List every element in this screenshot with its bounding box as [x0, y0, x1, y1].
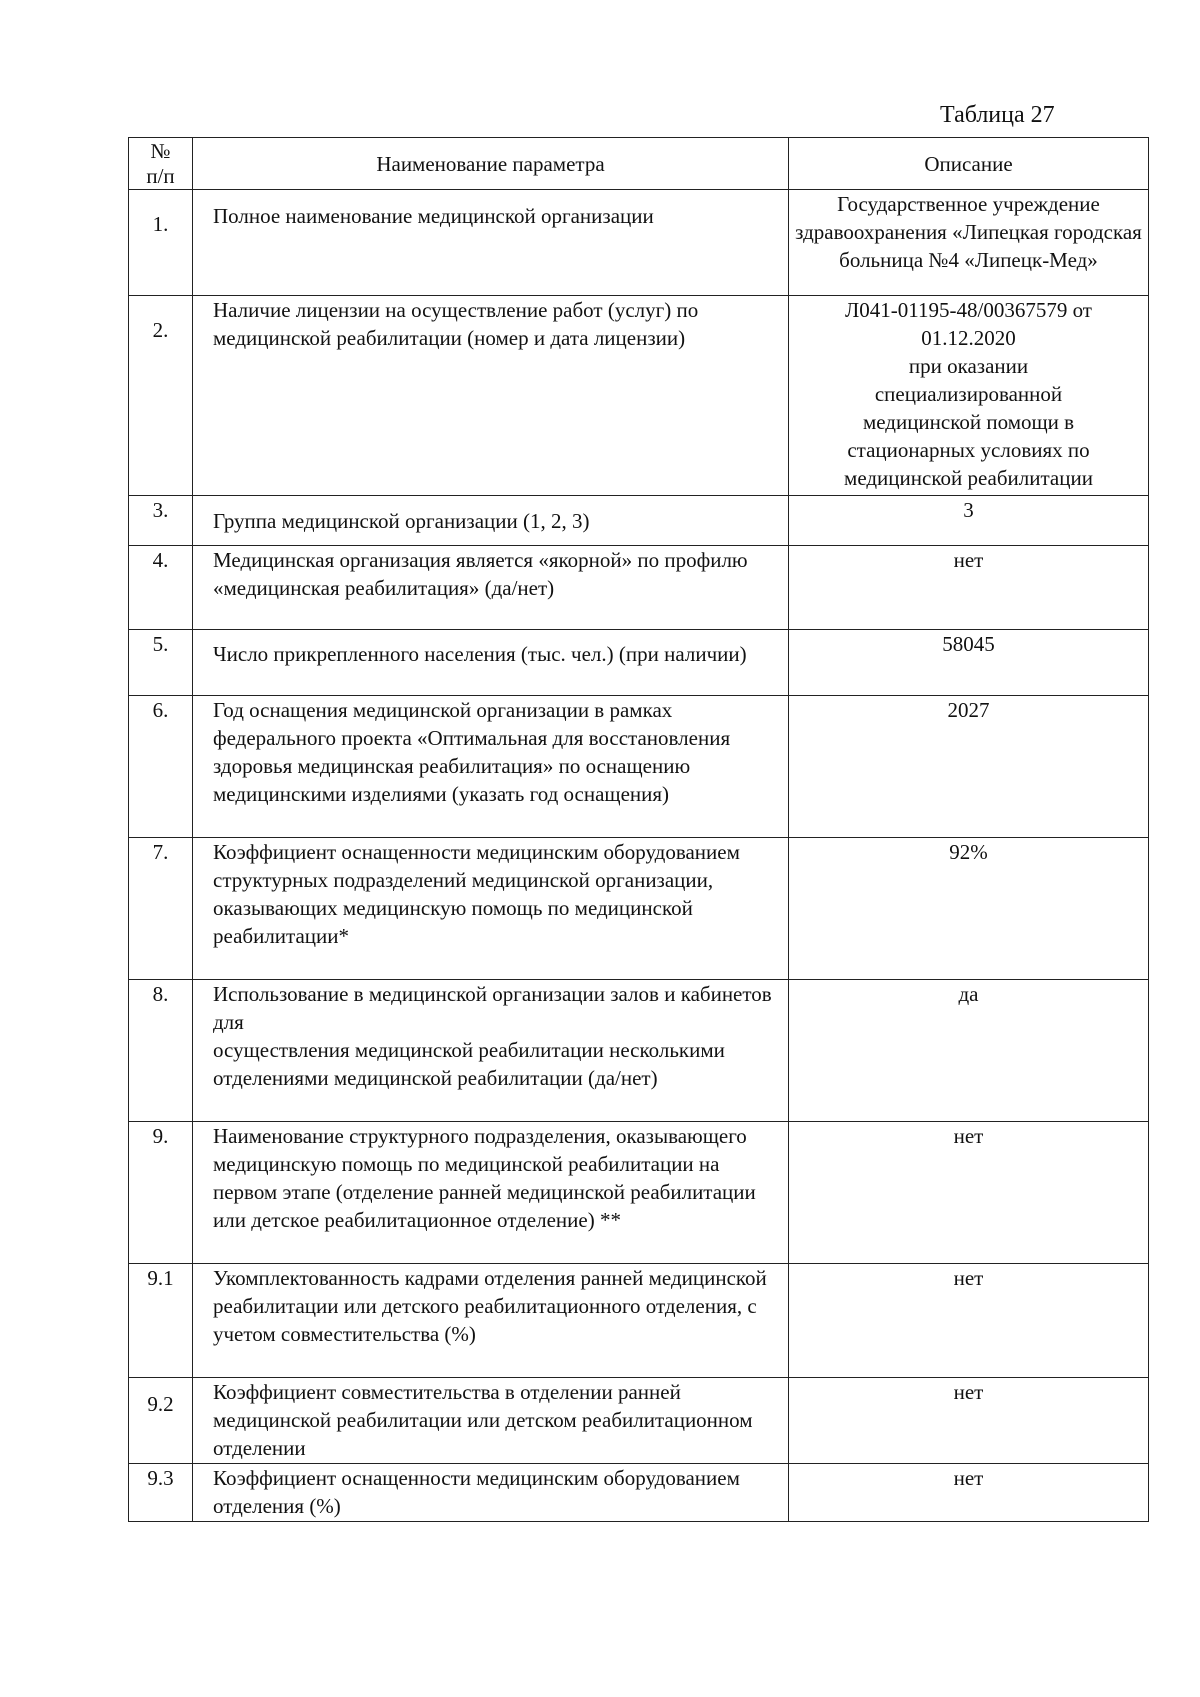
header-description: Описание	[789, 138, 1149, 190]
header-number-line-1: №	[150, 138, 171, 163]
row-description	[789, 296, 1149, 496]
row-parameter: Число прикрепленного населения (тыс. чел.) (при наличии)	[193, 630, 789, 696]
row-description: 3	[789, 496, 1149, 546]
table-caption: Таблица 27	[940, 102, 1055, 128]
table-row	[129, 696, 1149, 838]
table-row	[129, 980, 1149, 1122]
row-number: 7.	[129, 838, 193, 980]
table-row	[129, 1264, 1149, 1378]
description-line: 01.12.2020	[921, 326, 1016, 350]
description-line: медицинской реабилитации	[844, 466, 1093, 490]
row-description: нет	[789, 1378, 1149, 1464]
row-parameter	[193, 546, 789, 630]
row-description: 2027	[789, 696, 1149, 838]
row-number: 9.3	[129, 1464, 193, 1522]
table-row	[129, 190, 1149, 296]
row-parameter: Коэффициент оснащенности медицинским оборудованием отделения (%)	[193, 1464, 789, 1522]
description-line: Л041-01195-48/00367579 от	[845, 298, 1092, 322]
description-line: при оказании	[908, 354, 1029, 378]
table-row	[129, 838, 1149, 980]
row-description: Государственное учреждение здравоохранения «Липецкая городская больница №4 «Липецк-Мед»	[789, 190, 1149, 296]
row-description: 92%	[789, 838, 1149, 980]
row-description: да	[789, 980, 1149, 1122]
parameters-table	[128, 137, 1149, 1522]
row-number: 8.	[129, 980, 193, 1122]
row-number: 5.	[129, 630, 193, 696]
header-number-line-2: п/п	[146, 163, 175, 188]
table-row	[129, 630, 1149, 696]
row-parameter: Наименование структурного подразделения, оказывающего медицинскую помощь по медицинской реабилитации на первом этапе (отделение ранней медицинской реабилитации или детское реабилитационное отделение) **	[193, 1122, 789, 1264]
row-number: 6.	[129, 696, 193, 838]
row-description: 58045	[789, 630, 1149, 696]
row-number: 1.	[129, 190, 193, 296]
row-number: 2.	[129, 296, 193, 496]
row-parameter: Год оснащения медицинской организации в рамках федерального проекта «Оптимальная для восстановления здоровья медицинская реабилитация» по оснащению медицинскими изделиями (указать год оснащения)	[193, 696, 789, 838]
row-description: нет	[789, 546, 1149, 630]
table-row	[129, 546, 1149, 630]
table-row	[129, 296, 1149, 496]
parameter-line: Укомплектованность кадрами отделения ранней медицинской	[213, 1266, 767, 1290]
table-header-row	[129, 138, 1149, 190]
row-parameter	[193, 980, 789, 1122]
parameter-line: Медицинская организация является «якорной» по профилю	[213, 548, 748, 572]
parameter-line: реабилитации или детского реабилитационного отделения, с учетом совместительства (%)	[213, 1294, 757, 1346]
parameter-line: Использование в медицинской организации залов и кабинетов для	[213, 982, 772, 1034]
row-number: 9.	[129, 1122, 193, 1264]
row-number: 3.	[129, 496, 193, 546]
row-number: 4.	[129, 546, 193, 630]
table-row	[129, 496, 1149, 546]
description-line: специализированной	[874, 382, 1063, 406]
parameter-line: «медицинская реабилитация» (да/нет)	[213, 576, 555, 600]
table-row	[129, 1464, 1149, 1522]
table-row	[129, 1122, 1149, 1264]
row-parameter: Коэффициент оснащенности медицинским оборудованием структурных подразделений медицинской организации, оказывающих медицинскую помощь по медицинской реабилитации*	[193, 838, 789, 980]
header-number	[129, 138, 193, 190]
row-parameter: Группа медицинской организации (1, 2, 3)	[193, 496, 789, 546]
row-number: 9.1	[129, 1264, 193, 1378]
description-line: медицинской помощи в	[862, 410, 1075, 434]
row-number: 9.2	[129, 1378, 193, 1464]
row-parameter	[193, 1264, 789, 1378]
header-parameter-name: Наименование параметра	[193, 138, 789, 190]
row-description: нет	[789, 1264, 1149, 1378]
row-description: нет	[789, 1122, 1149, 1264]
row-description: нет	[789, 1464, 1149, 1522]
table-row	[129, 1378, 1149, 1464]
description-line: стационарных условиях по	[847, 438, 1090, 462]
row-parameter: Полное наименование медицинской организации	[193, 190, 789, 296]
row-parameter: Наличие лицензии на осуществление работ (услуг) по медицинской реабилитации (номер и дата лицензии)	[193, 296, 789, 496]
parameter-line: осуществления медицинской реабилитации несколькими отделениями медицинской реабилитации (да/нет)	[213, 1038, 725, 1090]
row-parameter: Коэффициент совместительства в отделении ранней медицинской реабилитации или детском реабилитационном отделении	[193, 1378, 789, 1464]
